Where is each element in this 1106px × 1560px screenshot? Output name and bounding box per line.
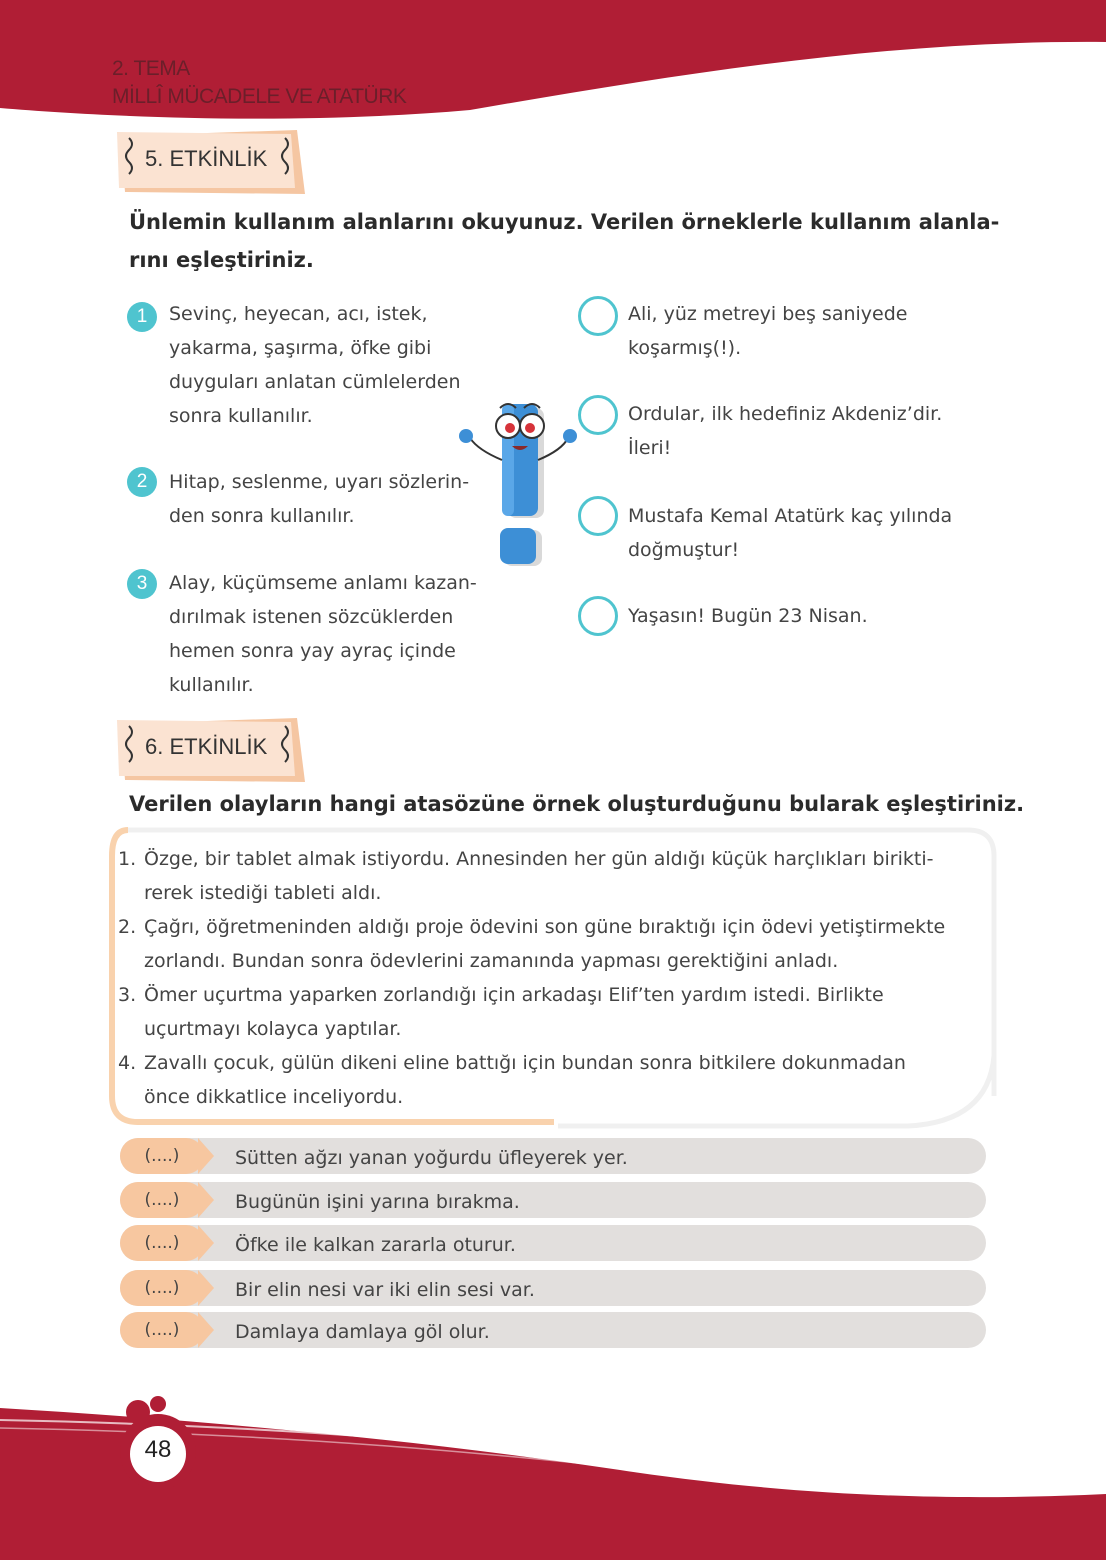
event-line: Ömer uçurtma yaparken zorlandığı için arkadaşı Elif’ten yardım istedi. Birlikte xyxy=(144,984,884,1006)
event-number: 1. xyxy=(118,848,137,870)
example-line: İleri! xyxy=(628,437,672,459)
proverb-answer-blank[interactable]: (....) xyxy=(120,1312,204,1348)
events-list xyxy=(118,842,988,1114)
example-2-text xyxy=(628,397,998,465)
proverb-answer-blank[interactable]: (....) xyxy=(120,1270,204,1306)
activity-6-badge xyxy=(115,718,295,780)
usage-line: yakarma, şaşırma, öfke gibi xyxy=(169,337,432,359)
usage-line: kullanılır. xyxy=(169,674,254,696)
proverb-answer-blank[interactable]: (....) xyxy=(120,1138,204,1174)
proverb-answer-blank[interactable]: (....) xyxy=(120,1225,204,1261)
event-3 xyxy=(118,978,988,1046)
example-line: Ordular, ilk hedefiniz Akdeniz’dir. xyxy=(628,403,943,425)
event-line: rerek istediği tableti aldı. xyxy=(144,882,382,904)
example-line: Mustafa Kemal Atatürk kaç yılında xyxy=(628,505,953,527)
example-line: Yaşasın! Bugün 23 Nisan. xyxy=(628,605,868,627)
proverb-row-3 xyxy=(120,1225,986,1261)
page-number: 48 xyxy=(144,1436,172,1463)
match-circle-4[interactable] xyxy=(578,596,618,636)
example-line: doğmuştur! xyxy=(628,539,740,561)
proverb-row-5 xyxy=(120,1312,986,1348)
event-4 xyxy=(118,1046,988,1114)
match-circle-2[interactable] xyxy=(578,395,618,435)
activity-6-instruction: Verilen olayların hangi atasözüne örnek oluşturduğunu bularak eşleştiriniz. xyxy=(129,792,1025,816)
exclamation-mascot-icon xyxy=(450,390,580,580)
proverb-answer-blank[interactable]: (....) xyxy=(120,1182,204,1218)
example-3-text xyxy=(628,499,1008,567)
proverb-row-4 xyxy=(120,1270,986,1306)
proverb-text: Bir elin nesi var iki elin sesi var. xyxy=(235,1279,535,1301)
match-circle-3[interactable] xyxy=(578,496,618,536)
proverb-row-1 xyxy=(120,1138,986,1174)
usage-line: Hitap, seslenme, uyarı sözlerin- xyxy=(169,471,470,493)
proverb-text: Bugünün işini yarına bırakma. xyxy=(235,1191,520,1213)
activity-5-title: 5. ETKİNLİK xyxy=(145,146,268,171)
activity-5-badge xyxy=(115,130,295,192)
activity-5-instruction-line1: Ünlemin kullanım alanlarını okuyunuz. Verilen örneklerle kullanım alanla- xyxy=(129,210,1000,234)
event-line: Özge, bir tablet almak istiyordu. Annesinden her gün aldığı küçük harçlıkları birikti- xyxy=(144,848,934,870)
usage-line: den sonra kullanılır. xyxy=(169,505,355,527)
example-line: Ali, yüz metreyi beş saniyede xyxy=(628,303,908,325)
event-line: Çağrı, öğretmeninden aldığı proje ödevini son güne bıraktığı için ödevi yetiştirmekte xyxy=(144,916,946,938)
event-1 xyxy=(118,842,988,910)
usage-line: Alay, küçümseme anlamı kazan- xyxy=(169,572,477,594)
event-number: 2. xyxy=(118,916,137,938)
activity-5-instruction-line2: rını eşleştiriniz. xyxy=(129,248,314,272)
proverb-text: Öfke ile kalkan zararla oturur. xyxy=(235,1234,516,1256)
usage-3-number: 3 xyxy=(127,569,157,599)
usage-1-number: 1 xyxy=(127,302,157,332)
theme-title: MİLLÎ MÜCADELE VE ATATÜRK xyxy=(112,85,407,108)
usage-line: Sevinç, heyecan, acı, istek, xyxy=(169,303,428,325)
usage-3-text xyxy=(169,566,509,702)
proverb-text: Damlaya damlaya göl olur. xyxy=(235,1321,490,1343)
activity-6-title: 6. ETKİNLİK xyxy=(145,734,268,759)
event-line: uçurtmayı kolayca yaptılar. xyxy=(144,1018,402,1040)
example-4-text xyxy=(628,599,998,633)
theme-number: 2. TEMA xyxy=(112,57,190,80)
usage-line: dırılmak istenen sözcüklerden xyxy=(169,606,454,628)
event-line: Zavallı çocuk, gülün dikeni eline battığı için bundan sonra bitkilere dokunmadan xyxy=(144,1052,906,1074)
usage-line: duyguları anlatan cümlelerden xyxy=(169,371,461,393)
example-line: koşarmış(!). xyxy=(628,337,742,359)
usage-line: hemen sonra yay ayraç içinde xyxy=(169,640,456,662)
event-2 xyxy=(118,910,988,978)
footer-banner xyxy=(0,1390,1106,1560)
event-number: 4. xyxy=(118,1052,137,1074)
event-line: önce dikkatlice inceliyordu. xyxy=(144,1086,404,1108)
match-circle-1[interactable] xyxy=(578,296,618,336)
usage-line: sonra kullanılır. xyxy=(169,405,313,427)
event-number: 3. xyxy=(118,984,137,1006)
event-line: zorlandı. Bundan sonra ödevlerini zamanında yapması gerektiğini anladı. xyxy=(144,950,839,972)
proverb-text: Sütten ağzı yanan yoğurdu üfleyerek yer. xyxy=(235,1147,628,1169)
usage-2-number: 2 xyxy=(127,467,157,497)
example-1-text xyxy=(628,297,998,365)
proverb-row-2 xyxy=(120,1182,986,1218)
